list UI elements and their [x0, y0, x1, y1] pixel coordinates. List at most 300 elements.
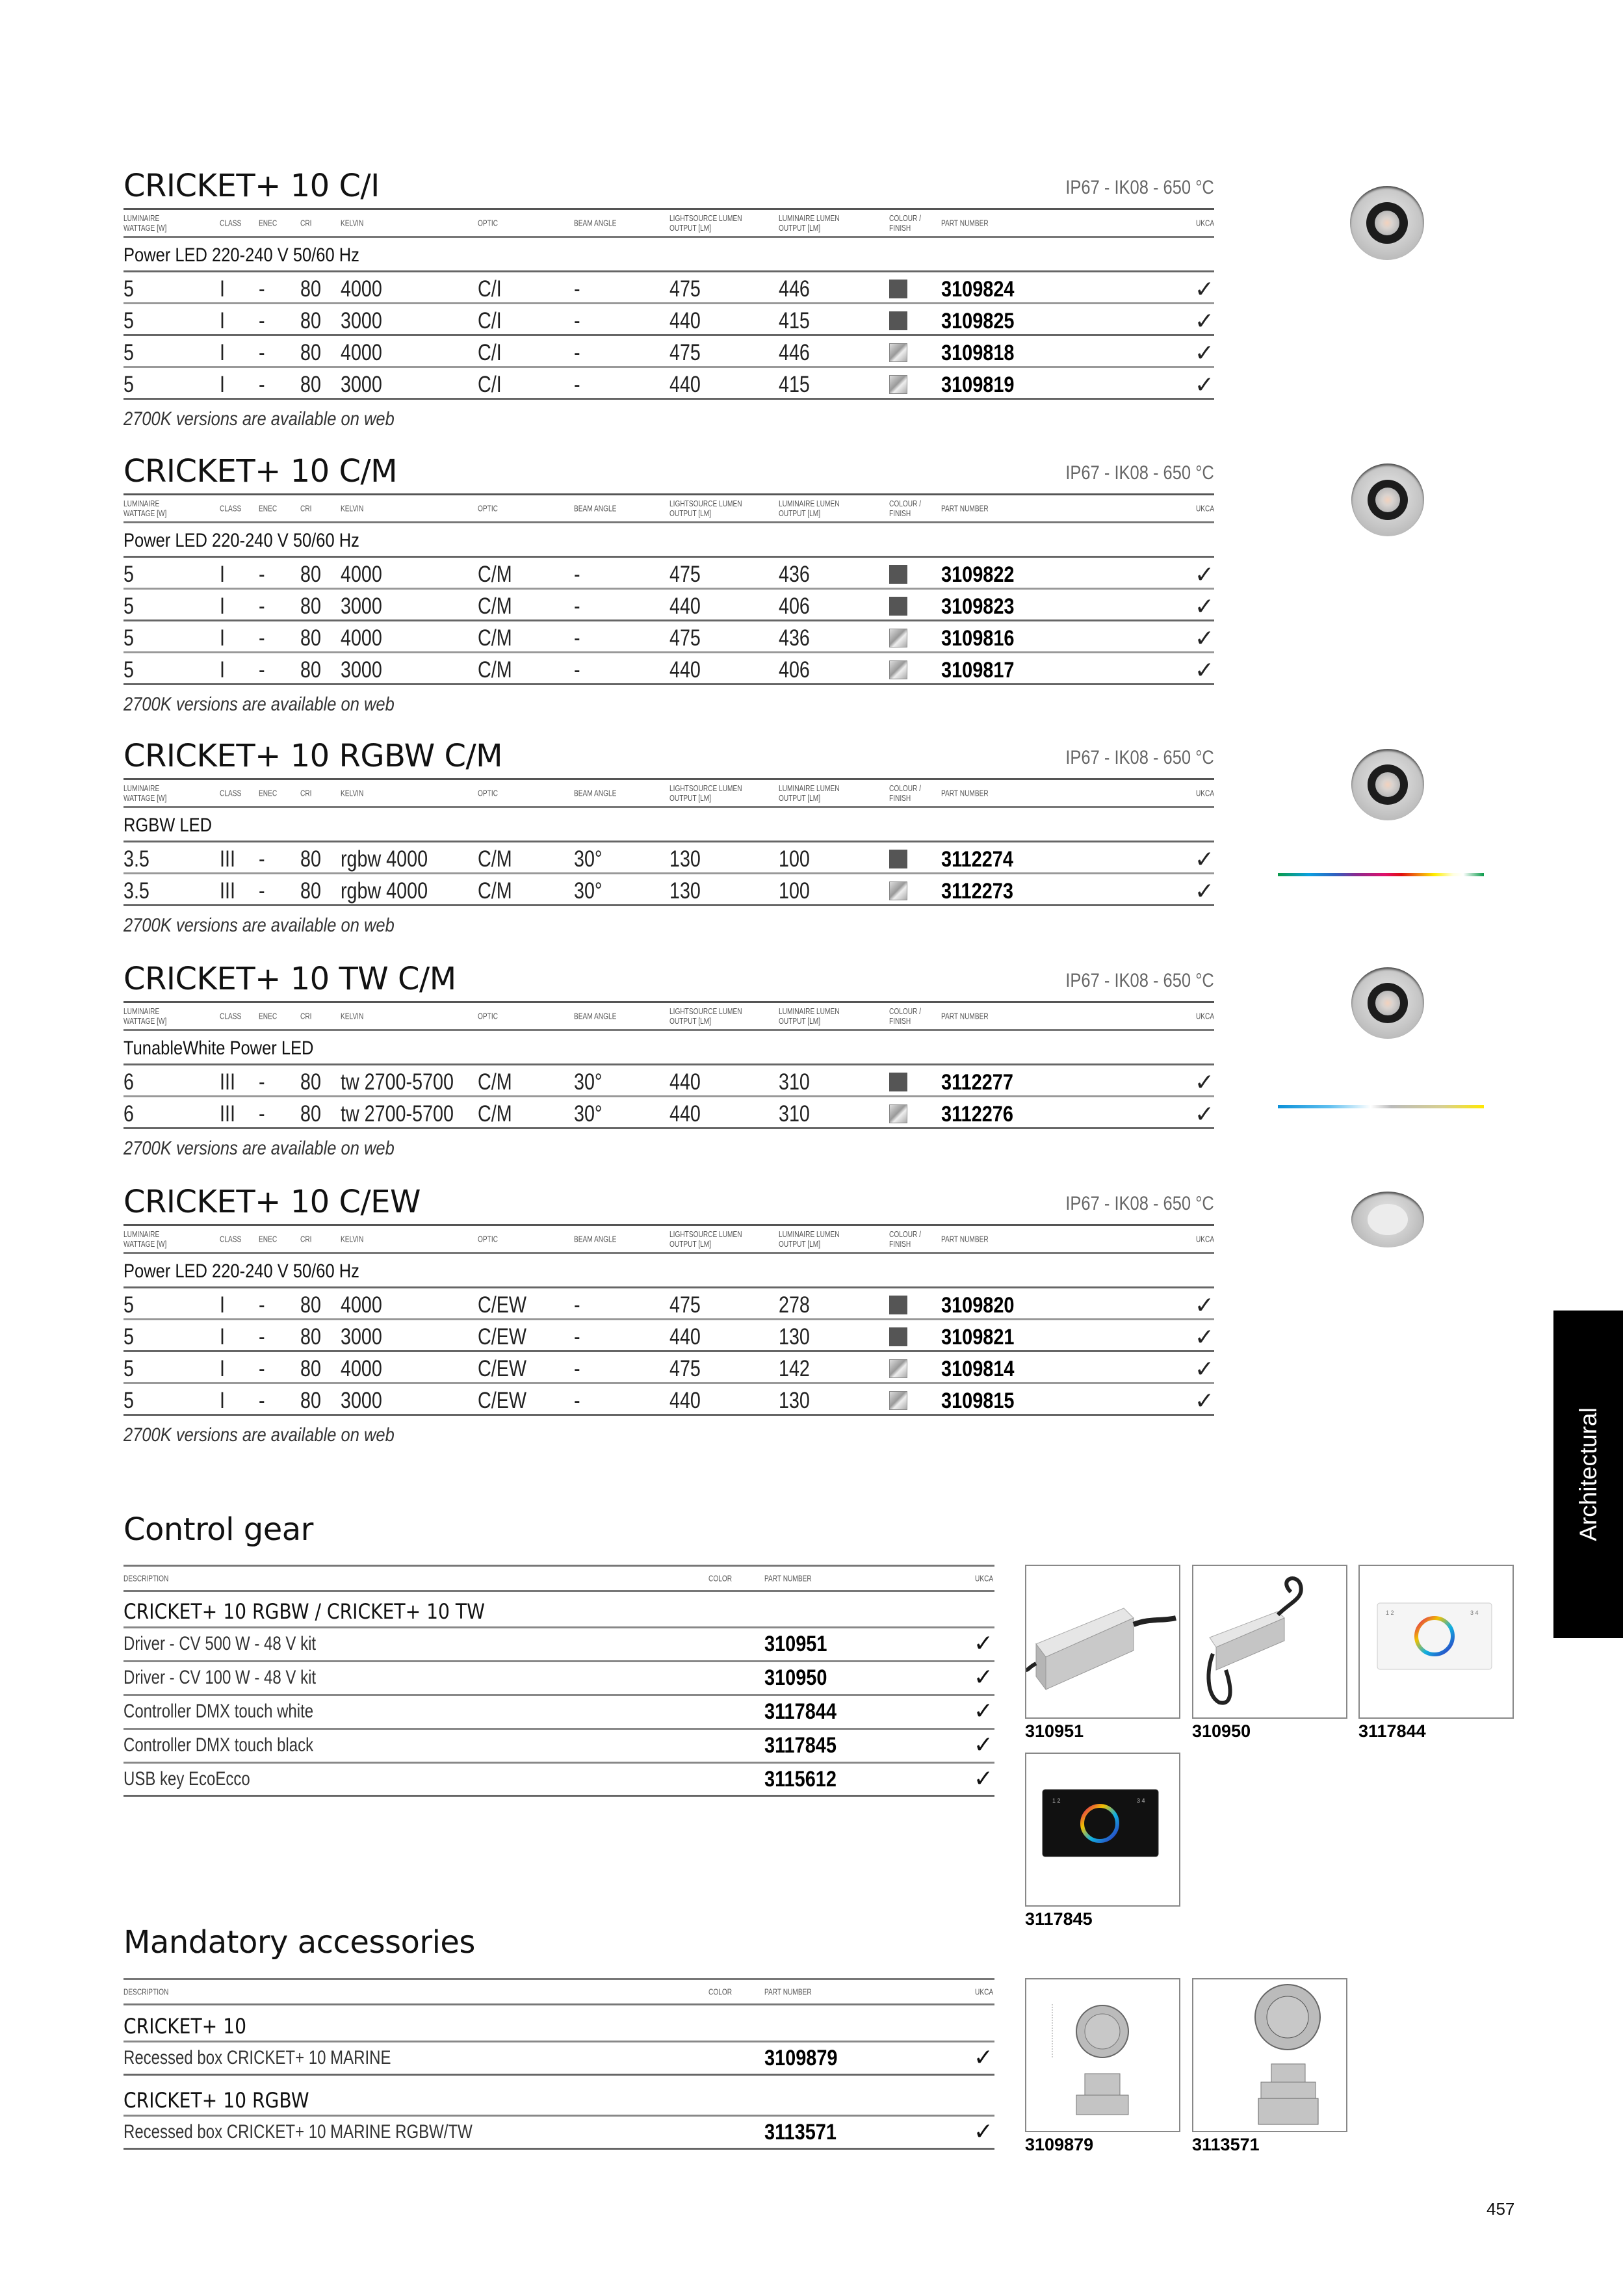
- col-wattage-line1: LUMINAIRE: [123, 1229, 160, 1239]
- beam-angle: -: [574, 562, 580, 587]
- cricket-cew-product-image: [1351, 1192, 1424, 1247]
- optic: C/I: [478, 340, 502, 365]
- table-row[interactable]: [123, 556, 1214, 588]
- part-number: 3112273: [941, 879, 1013, 904]
- table-row[interactable]: [123, 302, 1214, 334]
- lightsource-lumen: 440: [669, 1101, 701, 1127]
- ukca-check-icon: ✓: [1194, 1355, 1214, 1382]
- luminaire-lumen: 130: [779, 1324, 810, 1350]
- mandatory-row[interactable]: [123, 2041, 994, 2076]
- col-enec: ENEC: [259, 1011, 278, 1021]
- enec: -: [259, 340, 265, 365]
- col-ls-line1: LIGHTSOURCE LUMEN: [669, 213, 742, 223]
- col-colour-finish: [889, 783, 921, 803]
- finish-swatch-alu: [889, 375, 907, 394]
- col-ls-line1: LIGHTSOURCE LUMEN: [669, 499, 742, 508]
- lightsource-lumen: 440: [669, 1388, 701, 1413]
- ukca-check-icon: ✓: [1194, 371, 1214, 398]
- col-wattage-line2: WATTAGE [W]: [123, 793, 167, 803]
- cri: 80: [300, 1388, 321, 1413]
- table-row[interactable]: [123, 620, 1214, 651]
- lightsource-lumen: 130: [669, 846, 701, 872]
- cri: 80: [300, 340, 321, 365]
- class: I: [220, 340, 225, 365]
- class: I: [220, 1356, 225, 1381]
- description: Driver - CV 500 W - 48 V kit: [123, 1633, 317, 1654]
- col-part-number: PART NUMBER: [941, 788, 989, 798]
- beam-angle: -: [574, 308, 580, 333]
- light-source-subtitle: Power LED 220-240 V 50/60 Hz: [123, 244, 359, 266]
- wattage: 6: [123, 1101, 134, 1127]
- thumb-label-3113571: 3113571: [1192, 2135, 1260, 2154]
- col-optic: OPTIC: [478, 1011, 498, 1021]
- col-luminaire-lumen: [779, 213, 840, 233]
- controller-white-illustration: [1360, 1566, 1513, 1717]
- col-colour-finish: [889, 1229, 921, 1249]
- ukca-check-icon: ✓: [973, 1731, 993, 1758]
- ukca-check-icon: ✓: [973, 1630, 993, 1656]
- col-cri: CRI: [300, 1011, 312, 1021]
- luminaire-lumen: 310: [779, 1069, 810, 1095]
- part-number: 3112276: [941, 1102, 1013, 1127]
- product-rating: IP67 - IK08 - 650 °C: [1065, 462, 1214, 484]
- thumb-recessed-box-3109879[interactable]: [1025, 1978, 1180, 2132]
- control-gear-row[interactable]: [123, 1762, 994, 1797]
- part-number: 3109823: [941, 594, 1015, 619]
- cricket-cm-product-image: [1351, 463, 1424, 536]
- description: Controller DMX touch white: [123, 1701, 314, 1722]
- finish-swatch-dark: [889, 1073, 907, 1091]
- finish-swatch-dark: [889, 565, 907, 584]
- availability-note: 2700K versions are available on web: [123, 1138, 395, 1159]
- enec: -: [259, 372, 265, 397]
- description: Driver - CV 100 W - 48 V kit: [123, 1667, 317, 1688]
- product-title: CRICKET+ 10 TW C/M: [123, 961, 456, 997]
- control-gear-row[interactable]: [123, 1626, 994, 1660]
- col-wattage-line1: LUMINAIRE: [123, 1006, 160, 1016]
- cri: 80: [300, 878, 321, 904]
- enec: -: [259, 1292, 265, 1318]
- thumb-recessed-box-3113571[interactable]: [1192, 1978, 1347, 2132]
- description: USB key EcoEcco: [123, 1768, 250, 1790]
- part-number: 3109814: [941, 1357, 1015, 1381]
- light-source-subtitle: Power LED 220-240 V 50/60 Hz: [123, 1260, 359, 1282]
- enec: -: [259, 308, 265, 333]
- col-ls-line2: OUTPUT [LM]: [669, 793, 712, 803]
- cri: 80: [300, 1292, 321, 1318]
- enec: -: [259, 1069, 265, 1095]
- kelvin: 3000: [341, 657, 382, 683]
- table-row[interactable]: [123, 1095, 1214, 1129]
- part-number: 3109820: [941, 1293, 1015, 1318]
- col-enec: ENEC: [259, 503, 278, 514]
- enec: -: [259, 657, 265, 683]
- col-class: CLASS: [220, 503, 242, 514]
- ukca-check-icon: ✓: [1194, 593, 1214, 620]
- col-cf-line1: COLOUR /: [889, 783, 922, 793]
- col-lm-line2: OUTPUT [LM]: [779, 1239, 821, 1249]
- kelvin: 4000: [341, 1292, 382, 1318]
- lightsource-lumen: 440: [669, 1324, 701, 1350]
- lightsource-lumen: 475: [669, 562, 701, 587]
- col-beam-angle: BEAM ANGLE: [574, 503, 617, 514]
- col-ukca: UKCA: [975, 1573, 994, 1584]
- col-ls-line2: OUTPUT [LM]: [669, 508, 712, 518]
- col-ls-line2: OUTPUT [LM]: [669, 1239, 712, 1249]
- finish-swatch-alu: [889, 881, 907, 900]
- lightsource-lumen: 440: [669, 594, 701, 619]
- col-description: DESCRIPTION: [123, 1987, 169, 1997]
- col-ukca: UKCA: [1195, 1011, 1214, 1021]
- ukca-check-icon: ✓: [973, 1663, 993, 1690]
- lightsource-lumen: 440: [669, 1069, 701, 1095]
- recessed-box-drawing: [1026, 1979, 1179, 2131]
- ukca-check-icon: ✓: [1194, 307, 1214, 334]
- col-wattage-line2: WATTAGE [W]: [123, 508, 167, 518]
- col-colour-finish: [889, 213, 921, 233]
- wattage: 6: [123, 1069, 134, 1095]
- col-ukca: UKCA: [1195, 218, 1214, 228]
- svg-text:3 4: 3 4: [1470, 1610, 1479, 1616]
- table-row[interactable]: [123, 334, 1214, 366]
- part-number: 3112277: [941, 1070, 1013, 1095]
- part-number: 3113571: [764, 2120, 837, 2145]
- col-beam-angle: BEAM ANGLE: [574, 218, 617, 228]
- recessed-box-rgbw-drawing: [1193, 1979, 1346, 2131]
- ukca-check-icon: ✓: [1194, 276, 1214, 302]
- ukca-check-icon: ✓: [1194, 878, 1214, 904]
- col-part-number: PART NUMBER: [941, 218, 989, 228]
- col-lm-line2: OUTPUT [LM]: [779, 508, 821, 518]
- class: I: [220, 276, 225, 302]
- product-title: CRICKET+ 10 C/EW: [123, 1184, 421, 1220]
- optic: C/EW: [478, 1292, 526, 1318]
- finish-swatch-dark: [889, 850, 907, 868]
- col-lm-line1: LUMINAIRE LUMEN: [779, 1229, 840, 1239]
- finish-swatch-alu: [889, 629, 907, 647]
- product-rows: [123, 841, 1214, 906]
- col-description: DESCRIPTION: [123, 1573, 169, 1584]
- col-lm-line1: LUMINAIRE LUMEN: [779, 783, 840, 793]
- col-cri: CRI: [300, 1234, 312, 1244]
- luminaire-lumen: 100: [779, 878, 810, 904]
- ukca-check-icon: ✓: [1194, 625, 1214, 651]
- section-tab-architectural[interactable]: [1553, 1311, 1623, 1638]
- ukca-check-icon: ✓: [1194, 657, 1214, 683]
- col-kelvin: KELVIN: [341, 1011, 364, 1021]
- col-luminaire-lumen: [779, 1229, 840, 1249]
- table-header: [123, 208, 1214, 238]
- col-lightsource-lumen: [669, 499, 742, 518]
- cri: 80: [300, 276, 321, 302]
- part-number: 3109815: [941, 1389, 1015, 1413]
- cri: 80: [300, 657, 321, 683]
- ukca-check-icon: ✓: [973, 1765, 993, 1792]
- control-gear-row[interactable]: [123, 1660, 994, 1693]
- beam-angle: -: [574, 1324, 580, 1350]
- col-cf-line2: FINISH: [889, 1016, 911, 1026]
- lightsource-lumen: 475: [669, 340, 701, 365]
- ukca-check-icon: ✓: [973, 2118, 993, 2145]
- wattage: 5: [123, 308, 134, 333]
- enec: -: [259, 276, 265, 302]
- optic: C/EW: [478, 1356, 526, 1381]
- col-part-number: PART NUMBER: [941, 1011, 989, 1021]
- col-optic: OPTIC: [478, 1234, 498, 1244]
- col-cf-line1: COLOUR /: [889, 1229, 922, 1239]
- table-row[interactable]: [123, 1063, 1214, 1095]
- col-cf-line2: FINISH: [889, 793, 911, 803]
- optic: C/M: [478, 878, 512, 904]
- class: I: [220, 1388, 225, 1413]
- luminaire-lumen: 415: [779, 308, 810, 333]
- product-rating: IP67 - IK08 - 650 °C: [1065, 970, 1214, 991]
- mandatory-row[interactable]: [123, 2115, 994, 2150]
- class: I: [220, 1324, 225, 1350]
- thumb-driver-310950[interactable]: [1192, 1565, 1347, 1719]
- col-cf-line1: COLOUR /: [889, 1006, 922, 1016]
- finish-swatch-dark: [889, 311, 907, 330]
- col-cf-line1: COLOUR /: [889, 213, 922, 223]
- luminaire-lumen: 278: [779, 1292, 810, 1318]
- luminaire-lumen: 310: [779, 1101, 810, 1127]
- cri: 80: [300, 594, 321, 619]
- col-class: CLASS: [220, 788, 242, 798]
- col-enec: ENEC: [259, 218, 278, 228]
- col-wattage-line1: LUMINAIRE: [123, 499, 160, 508]
- cricket-rgbw-product-image: [1351, 749, 1424, 820]
- class: III: [220, 846, 235, 872]
- table-row[interactable]: [123, 1286, 1214, 1318]
- wattage: 5: [123, 1292, 134, 1318]
- thumb-label-3109879: 3109879: [1025, 2135, 1094, 2154]
- product-title: CRICKET+ 10 C/I: [123, 168, 380, 204]
- product-rating: IP67 - IK08 - 650 °C: [1065, 747, 1214, 768]
- col-lm-line2: OUTPUT [LM]: [779, 1016, 821, 1026]
- thumb-label-3117844: 3117844: [1358, 1721, 1426, 1741]
- product-title: CRICKET+ 10 RGBW C/M: [123, 738, 503, 774]
- luminaire-lumen: 436: [779, 562, 810, 587]
- col-luminaire-lumen: [779, 499, 840, 518]
- product-title: CRICKET+ 10 C/M: [123, 453, 398, 489]
- col-ls-line1: LIGHTSOURCE LUMEN: [669, 1006, 742, 1016]
- col-lightsource-lumen: [669, 1006, 742, 1026]
- col-wattage: [123, 213, 166, 233]
- col-wattage: [123, 783, 166, 803]
- col-beam-angle: BEAM ANGLE: [574, 788, 617, 798]
- table-header: [123, 778, 1214, 808]
- cri: 80: [300, 308, 321, 333]
- col-class: CLASS: [220, 1011, 242, 1021]
- optic: C/M: [478, 846, 512, 872]
- col-optic: OPTIC: [478, 218, 498, 228]
- luminaire-lumen: 406: [779, 657, 810, 683]
- col-kelvin: KELVIN: [341, 788, 364, 798]
- kelvin: rgbw 4000: [341, 878, 428, 904]
- ukca-check-icon: ✓: [1194, 561, 1214, 588]
- finish-swatch-dark: [889, 280, 907, 298]
- cri: 80: [300, 846, 321, 872]
- thumb-label-310951: 310951: [1025, 1721, 1084, 1741]
- description: Recessed box CRICKET+ 10 MARINE: [123, 2047, 391, 2068]
- lightsource-lumen: 475: [669, 1356, 701, 1381]
- availability-note: 2700K versions are available on web: [123, 915, 395, 936]
- lightsource-lumen: 475: [669, 276, 701, 302]
- tw-spectrum-bar: [1278, 1105, 1484, 1108]
- beam-angle: -: [574, 340, 580, 365]
- col-ls-line2: OUTPUT [LM]: [669, 223, 712, 233]
- col-colour-finish: [889, 1006, 921, 1026]
- enec: -: [259, 594, 265, 619]
- thumb-driver-310951[interactable]: [1025, 1565, 1180, 1719]
- wattage: 5: [123, 276, 134, 302]
- light-source-subtitle: Power LED 220-240 V 50/60 Hz: [123, 530, 359, 551]
- lightsource-lumen: 475: [669, 625, 701, 651]
- col-ukca: UKCA: [1195, 503, 1214, 514]
- table-header: [123, 1001, 1214, 1031]
- table-row[interactable]: [123, 1382, 1214, 1416]
- thumb-controller-black-3117845[interactable]: [1025, 1753, 1180, 1907]
- col-ukca: UKCA: [1195, 1234, 1214, 1244]
- control-gear-title: Control gear: [123, 1511, 313, 1548]
- availability-note: 2700K versions are available on web: [123, 694, 395, 715]
- optic: C/M: [478, 1101, 512, 1127]
- table-row[interactable]: [123, 651, 1214, 685]
- enec: -: [259, 562, 265, 587]
- cri: 80: [300, 562, 321, 587]
- luminaire-lumen: 406: [779, 594, 810, 619]
- lightsource-lumen: 440: [669, 308, 701, 333]
- mandatory-group-1: CRICKET+ 10: [123, 2014, 247, 2039]
- finish-swatch-alu: [889, 343, 907, 362]
- class: III: [220, 1101, 235, 1127]
- optic: C/I: [478, 372, 502, 397]
- beam-angle: 30°: [574, 1101, 603, 1127]
- col-lightsource-lumen: [669, 783, 742, 803]
- mandatory-header: [123, 1978, 994, 2005]
- col-wattage-line2: WATTAGE [W]: [123, 1016, 167, 1026]
- light-source-subtitle: TunableWhite Power LED: [123, 1037, 314, 1059]
- kelvin: 4000: [341, 625, 382, 651]
- kelvin: rgbw 4000: [341, 846, 428, 872]
- optic: C/I: [478, 308, 502, 333]
- enec: -: [259, 1388, 265, 1413]
- enec: -: [259, 625, 265, 651]
- col-enec: ENEC: [259, 788, 278, 798]
- wattage: 5: [123, 372, 134, 397]
- control-gear-row[interactable]: [123, 1728, 994, 1761]
- luminaire-lumen: 142: [779, 1356, 810, 1381]
- driver-100w-illustration: [1193, 1566, 1346, 1717]
- luminaire-lumen: 446: [779, 276, 810, 302]
- col-wattage-line1: LUMINAIRE: [123, 783, 160, 793]
- table-row[interactable]: [123, 1318, 1214, 1350]
- table-row[interactable]: [123, 588, 1214, 620]
- col-wattage: [123, 1006, 166, 1026]
- part-number: 3109818: [941, 341, 1015, 365]
- col-kelvin: KELVIN: [341, 503, 364, 514]
- class: I: [220, 562, 225, 587]
- col-beam-angle: BEAM ANGLE: [574, 1234, 617, 1244]
- col-ls-line2: OUTPUT [LM]: [669, 1016, 712, 1026]
- kelvin: 3000: [341, 308, 382, 333]
- luminaire-lumen: 100: [779, 846, 810, 872]
- page-number: 457: [1487, 2199, 1515, 2219]
- availability-note: 2700K versions are available on web: [123, 408, 395, 430]
- control-gear-header: [123, 1565, 994, 1592]
- col-cf-line2: FINISH: [889, 508, 911, 518]
- finish-swatch-alu: [889, 1104, 907, 1123]
- optic: C/M: [478, 657, 512, 683]
- kelvin: 3000: [341, 1388, 382, 1413]
- col-lm-line2: OUTPUT [LM]: [779, 793, 821, 803]
- col-cri: CRI: [300, 218, 312, 228]
- ukca-check-icon: ✓: [1194, 1292, 1214, 1318]
- svg-text:1 2: 1 2: [1052, 1797, 1061, 1804]
- ukca-check-icon: ✓: [1194, 1101, 1214, 1127]
- optic: C/M: [478, 625, 512, 651]
- col-part-number: PART NUMBER: [764, 1573, 812, 1584]
- optic: C/M: [478, 1069, 512, 1095]
- part-number: 3109821: [941, 1325, 1015, 1350]
- cri: 80: [300, 1069, 321, 1095]
- beam-angle: 30°: [574, 1069, 603, 1095]
- wattage: 5: [123, 657, 134, 683]
- col-lightsource-lumen: [669, 1229, 742, 1249]
- table-row[interactable]: [123, 1350, 1214, 1382]
- optic: C/EW: [478, 1388, 526, 1413]
- thumb-controller-white-3117844[interactable]: [1358, 1565, 1514, 1719]
- table-row[interactable]: [123, 872, 1214, 906]
- optic: C/M: [478, 562, 512, 587]
- col-optic: OPTIC: [478, 788, 498, 798]
- kelvin: 4000: [341, 1356, 382, 1381]
- table-row[interactable]: [123, 366, 1214, 400]
- part-number: 3109824: [941, 277, 1015, 302]
- mandatory-accessories-section: [123, 1924, 994, 2158]
- class: III: [220, 878, 235, 904]
- cri: 80: [300, 1101, 321, 1127]
- cricket-ci-product-image: [1350, 186, 1424, 260]
- svg-text:3 4: 3 4: [1137, 1797, 1145, 1804]
- thumb-label-3117845: 3117845: [1025, 1909, 1093, 1929]
- part-number: 3109879: [764, 2046, 838, 2070]
- kelvin: 4000: [341, 276, 382, 302]
- part-number: 310950: [764, 1665, 827, 1690]
- cri: 80: [300, 1356, 321, 1381]
- col-cf-line1: COLOUR /: [889, 499, 922, 508]
- col-kelvin: KELVIN: [341, 218, 364, 228]
- thumb-label-310950: 310950: [1192, 1721, 1251, 1741]
- ukca-check-icon: ✓: [973, 1697, 993, 1724]
- wattage: 5: [123, 625, 134, 651]
- lightsource-lumen: 440: [669, 657, 701, 683]
- wattage: 5: [123, 340, 134, 365]
- beam-angle: -: [574, 1292, 580, 1318]
- table-row[interactable]: [123, 270, 1214, 302]
- class: I: [220, 594, 225, 619]
- col-optic: OPTIC: [478, 503, 498, 514]
- beam-angle: 30°: [574, 878, 603, 904]
- col-lm-line2: OUTPUT [LM]: [779, 223, 821, 233]
- finish-swatch-alu: [889, 1359, 907, 1378]
- table-row[interactable]: [123, 841, 1214, 872]
- optic: C/I: [478, 276, 502, 302]
- control-gear-row[interactable]: [123, 1694, 994, 1727]
- section-tab-label: Architectural: [1574, 1407, 1602, 1541]
- cricket-tw-product-image: [1351, 967, 1424, 1039]
- wattage: 3.5: [123, 846, 149, 872]
